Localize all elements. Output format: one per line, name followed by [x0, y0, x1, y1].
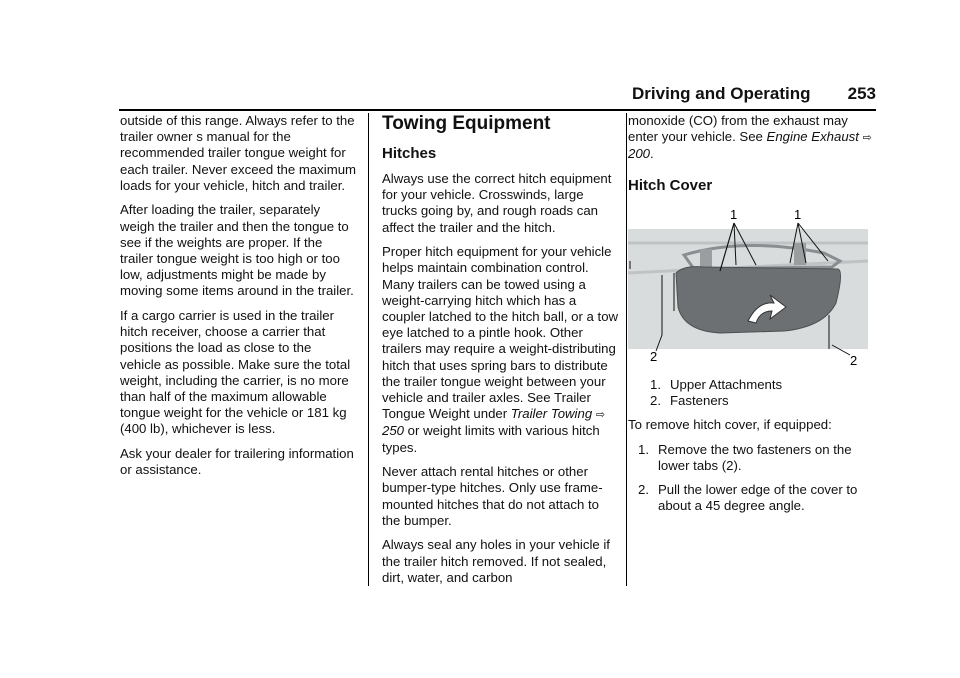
step-item: 1. Remove the two fasteners on the lower tabs (2).	[638, 441, 852, 473]
hitch-cover-shape	[676, 266, 841, 332]
page-ref-arrow-icon: ⇨	[595, 409, 606, 422]
page-reference[interactable]: 200	[628, 146, 651, 162]
paragraph: Never attach rental hitches or other bumper-type hitches. Only use frame-mounted hitches that do not attach to the bumper.	[382, 464, 603, 528]
paragraph: If a cargo carrier is used in the trailer hitch receiver, choose a carrier that positions the load as close to the vehicle as possible. Make sure the total weight, including the carrier, is no more than half of the maximum allowable tongue weight for the vehicle or 181 kg (400 lb), whichever is less.	[120, 308, 351, 437]
figure-legend	[650, 377, 880, 409]
paragraph: Proper hitch equipment for your vehicle helps maintain combination control. Many trailers can be towed using a weight-carrying hitch which has a coupler latched to the hitch ball, or a tow eye latched to a pintle hook. Other trailers may require a weight-distributing hitch that uses spring bars to distribute the trailer tongue weight between your vehicle and trailer axles. See Trailer Tongue Weight under Trailer Towing ⇨ 250 or weight limits with various hitch types.	[382, 244, 619, 455]
legend-item: 2. Fasteners	[650, 392, 729, 408]
paragraph: Ask your dealer for trailering information or assistance.	[120, 446, 354, 478]
page-number: 253	[847, 84, 876, 103]
column-left	[120, 113, 356, 487]
hitch-cover-illustration	[624, 203, 872, 371]
paragraph: monoxide (CO) from the exhaust may enter your vehicle. See Engine Exhaust ⇨ 200.	[628, 113, 872, 162]
steps-list	[638, 442, 880, 515]
page-header	[632, 84, 876, 104]
section-heading: Towing Equipment	[382, 113, 551, 134]
callout-label: 1	[794, 206, 802, 222]
page-reference[interactable]: 250	[382, 423, 405, 439]
legend-item: 1. Upper Attachments	[650, 376, 783, 392]
column-middle	[382, 113, 620, 594]
paragraph: After loading the trailer, separately weigh the trailer and then the tongue to see if the weights are proper. If the trailer tongue weight is too high or too low, adjustments might be made by moving some items around in the trailer.	[120, 202, 354, 299]
step-item: 2. Pull the lower edge of the cover to about a 45 degree angle.	[638, 482, 858, 514]
paragraph: To remove hitch cover, if equipped:	[628, 417, 832, 433]
callout-label: 2	[850, 352, 858, 368]
subsection-heading: Hitch Cover	[628, 176, 713, 194]
section-title: Driving and Operating	[632, 84, 811, 103]
column-right	[628, 113, 880, 514]
column-divider	[368, 113, 369, 586]
cross-reference-link[interactable]: Trailer Towing	[510, 406, 593, 422]
attachment-bracket	[700, 249, 712, 269]
header-rule	[119, 109, 876, 111]
paragraph: Always seal any holes in your vehicle if the trailer hitch removed. If not sealed, dirt, water, and carbon	[382, 537, 610, 585]
subsection-heading: Hitches	[382, 145, 437, 162]
paragraph: Always use the correct hitch equipment for your vehicle. Crosswinds, large trucks going by, and rough roads can affect the trailer and the hitch.	[382, 171, 612, 235]
paragraph: outside of this range. Always refer to the trailer owner s manual for the recommended trailer tongue weight for each trailer. Never exceed the maximum loads for your vehicle, hitch and trailer.	[120, 113, 357, 193]
hitch-cover-drawing	[624, 203, 872, 371]
cross-reference-link[interactable]: Engine Exhaust	[766, 129, 859, 145]
callout-label: 2	[650, 348, 658, 364]
page-ref-arrow-icon: ⇨	[862, 132, 872, 145]
callout-label: 1	[730, 206, 738, 222]
